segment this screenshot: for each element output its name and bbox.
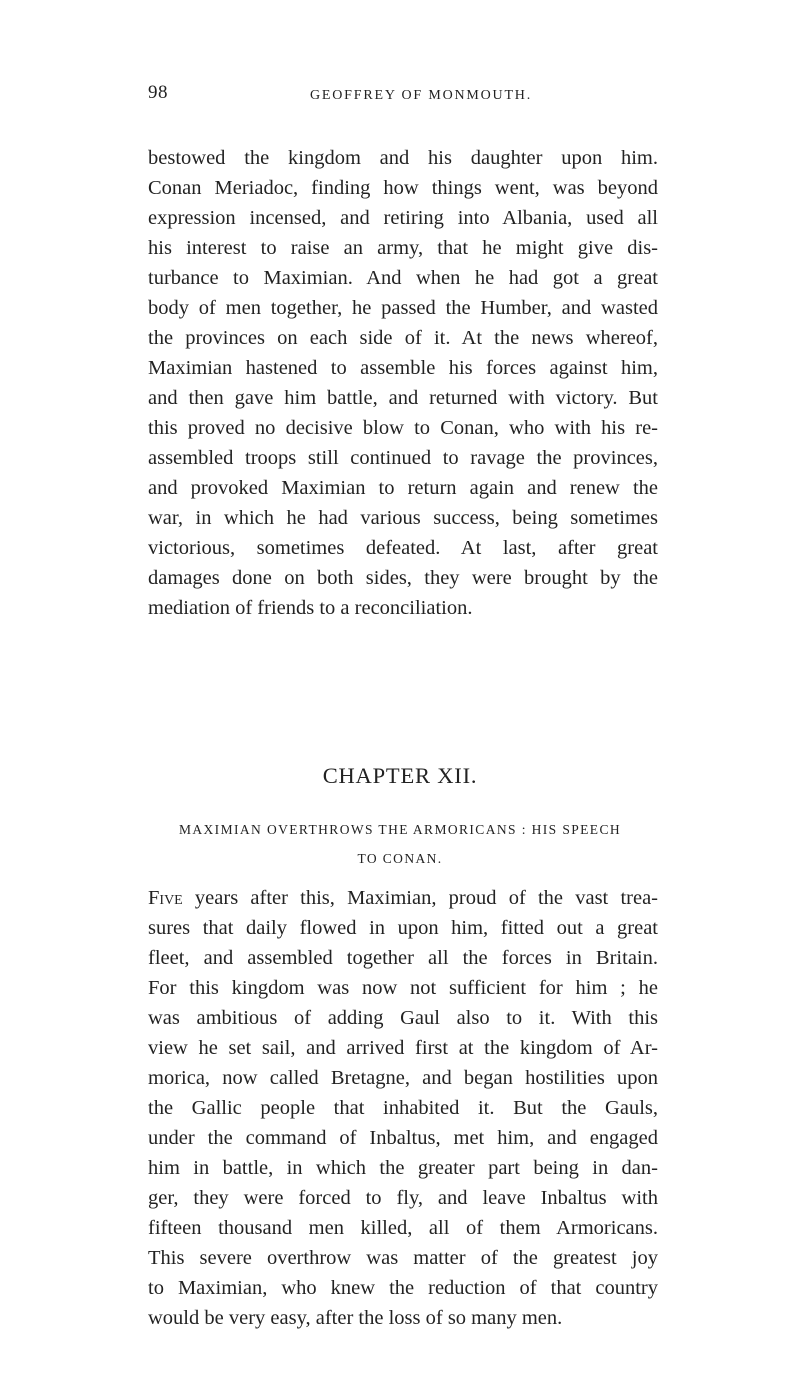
text-line: Maximian hastened to assemble his forces against him, xyxy=(148,357,658,379)
text-line: body of men together, he passed the Humber, and wasted xyxy=(148,297,658,319)
text-line: this proved no decisive blow to Conan, who with his re- xyxy=(148,417,658,439)
text-line: fifteen thousand men killed, all of them Armoricans. xyxy=(148,1217,658,1239)
text-line: him in battle, in which the greater part being in dan- xyxy=(148,1157,658,1179)
text-line: sures that daily flowed in upon him, fitted out a great xyxy=(148,917,658,939)
text-line: Conan Meriadoc, finding how things went, was beyond xyxy=(148,177,658,199)
text-line: the Gallic people that inhabited it. But the Gauls, xyxy=(148,1097,658,1119)
text-line: under the command of Inbaltus, met him, and engaged xyxy=(148,1127,658,1149)
first-line-rest: years after this, Maximian, proud of the vast trea- xyxy=(182,887,658,909)
text-line: would be very easy, after the loss of so many men. xyxy=(148,1307,563,1329)
text-line: assembled troops still continued to ravage the provinces, xyxy=(148,447,658,469)
text-line: damages done on both sides, they were brought by the xyxy=(148,567,658,589)
text-line: For this kingdom was now not sufficient for him ; he xyxy=(148,977,658,999)
text-line: ger, they were forced to fly, and leave Inbaltus with xyxy=(148,1187,658,1209)
text-line: fleet, and assembled together all the forces in Britain. xyxy=(148,947,658,969)
text-line: his interest to raise an army, that he might give dis- xyxy=(148,237,658,259)
text-line: This severe overthrow was matter of the greatest joy xyxy=(148,1247,658,1269)
chapter-summary-line-2: TO CONAN. xyxy=(357,851,443,866)
text-line: to Maximian, who knew the reduction of that country xyxy=(148,1277,658,1299)
chapter-heading: CHAPTER XII. xyxy=(322,763,478,788)
text-line: and then gave him battle, and returned with victory. But xyxy=(148,387,658,409)
text-line: was ambitious of adding Gaul also to it. With this xyxy=(148,1007,658,1029)
text-line: the provinces on each side of it. At the news whereof, xyxy=(148,327,658,349)
text-line: victorious, sometimes defeated. At last, after great xyxy=(148,537,658,559)
text-line: war, in which he had various success, being sometimes xyxy=(148,507,658,529)
chapter-summary-line-1: MAXIMIAN OVERTHROWS THE ARMORICANS : HIS SPEECH xyxy=(178,822,622,837)
opening-word: Five xyxy=(148,887,183,909)
text-line: bestowed the kingdom and his daughter upon him. xyxy=(148,147,658,169)
text-line: morica, now called Bretagne, and began hostilities upon xyxy=(148,1067,658,1089)
page-number: 98 xyxy=(148,82,168,103)
text-line-first xyxy=(148,883,658,913)
text-line: turbance to Maximian. And when he had got a great xyxy=(148,267,658,289)
running-title: GEOFFREY OF MONMOUTH. xyxy=(310,88,533,103)
text-line: view he set sail, and arrived first at the kingdom of Ar- xyxy=(148,1037,658,1059)
text-line: and provoked Maximian to return again and renew the xyxy=(148,477,658,499)
text-line: expression incensed, and retiring into Albania, used all xyxy=(148,207,658,229)
text-line: mediation of friends to a reconciliation. xyxy=(148,597,473,619)
